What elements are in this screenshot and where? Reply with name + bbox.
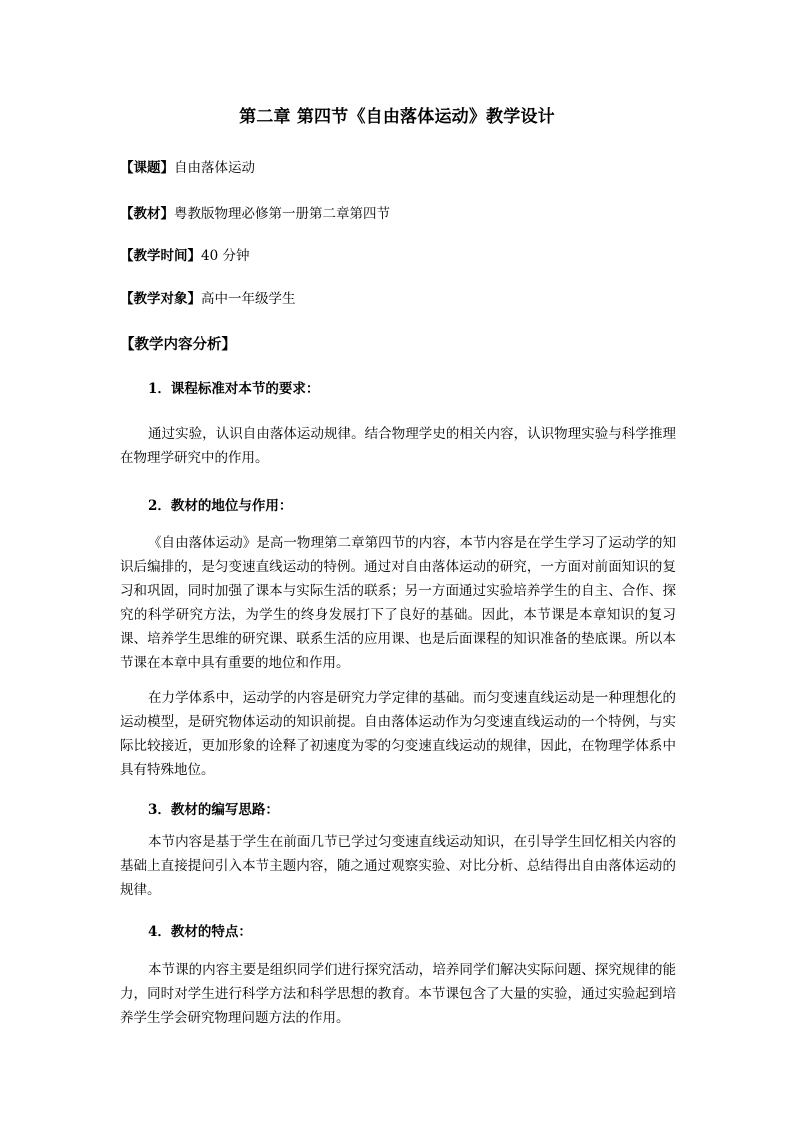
meta-textbook-label: 【教材】: [120, 206, 174, 222]
meta-topic: [120, 158, 255, 178]
subsection-heading-4: 4．教材的特点：: [148, 924, 252, 940]
section-heading: 【教学内容分析】: [120, 336, 236, 353]
meta-duration: [120, 246, 249, 266]
paragraph-1-1: 通过实验，认识自由落体运动规律。结合物理学史的相关内容，认识物理实验与科学推理在物理学研究中的作用。: [120, 426, 676, 466]
subsection-heading-3: 3．教材的编写思路：: [148, 802, 279, 818]
meta-topic-label: 【课题】: [120, 160, 174, 176]
meta-audience-label: 【教学对象】: [120, 291, 201, 307]
meta-audience-value: 高中一年级学生: [201, 291, 296, 307]
meta-duration-value: 40 分钟: [201, 248, 250, 264]
subsection-heading-1: 1．课程标准对本节的要求：: [148, 381, 320, 397]
document-title: 第二章 第四节《自由落体运动》教学设计: [239, 107, 555, 127]
paragraph-3-1: 本节内容是基于学生在前面几节已学过匀变速直线运动知识，在引导学生回忆相关内容的基础上直接提问引入本节主题内容，随之通过观察实验、对比分析、总结得出自由落体运动的规律。: [120, 834, 676, 898]
meta-topic-value: 自由落体运动: [174, 160, 255, 176]
paragraph-2-2: 在力学体系中，运动学的内容是研究力学定律的基础。而匀变速直线运动是一种理想化的运动模型，是研究物体运动的知识前提。自由落体运动作为匀变速直线运动的一个特例，与实际比较接近，更加形象的诠释了初速度为零的匀变速直线运动的规律，因此，在物理学体系中具有特殊地位。: [120, 690, 676, 778]
subsection-heading-2: 2．教材的地位与作用：: [148, 498, 293, 514]
paragraph-2-1: 《自由落体运动》是高一物理第二章第四节的内容，本节内容是在学生学习了运动学的知识后编排的，是匀变速直线运动的特例。通过对自由落体运动的研究，一方面对前面知识的复习和巩固，同时加强了课本与实际生活的联系；另一方面通过实验培养学生的自主、合作、探究的科学研究方法，为学生的终身发展打下了良好的基础。因此，本节课是本章知识的复习课、培养学生思维的研究课、联系生活的应用课、也是后面课程的知识准备的垫底课。所以本节课在本章中具有重要的地位和作用。: [120, 535, 676, 671]
paragraph-4-1: 本节课的内容主要是组织同学们进行探究活动，培养同学们解决实际问题、探究规律的能力，同时对学生进行科学方法和科学思想的教育。本节课包含了大量的实验，通过实验起到培养学生学会研究物理问题方法的作用。: [120, 962, 676, 1026]
meta-textbook-value: 粤教版物理必修第一册第二章第四节: [174, 206, 390, 222]
meta-textbook: [120, 204, 390, 224]
meta-duration-label: 【教学时间】: [120, 248, 201, 264]
meta-audience: [120, 289, 296, 309]
